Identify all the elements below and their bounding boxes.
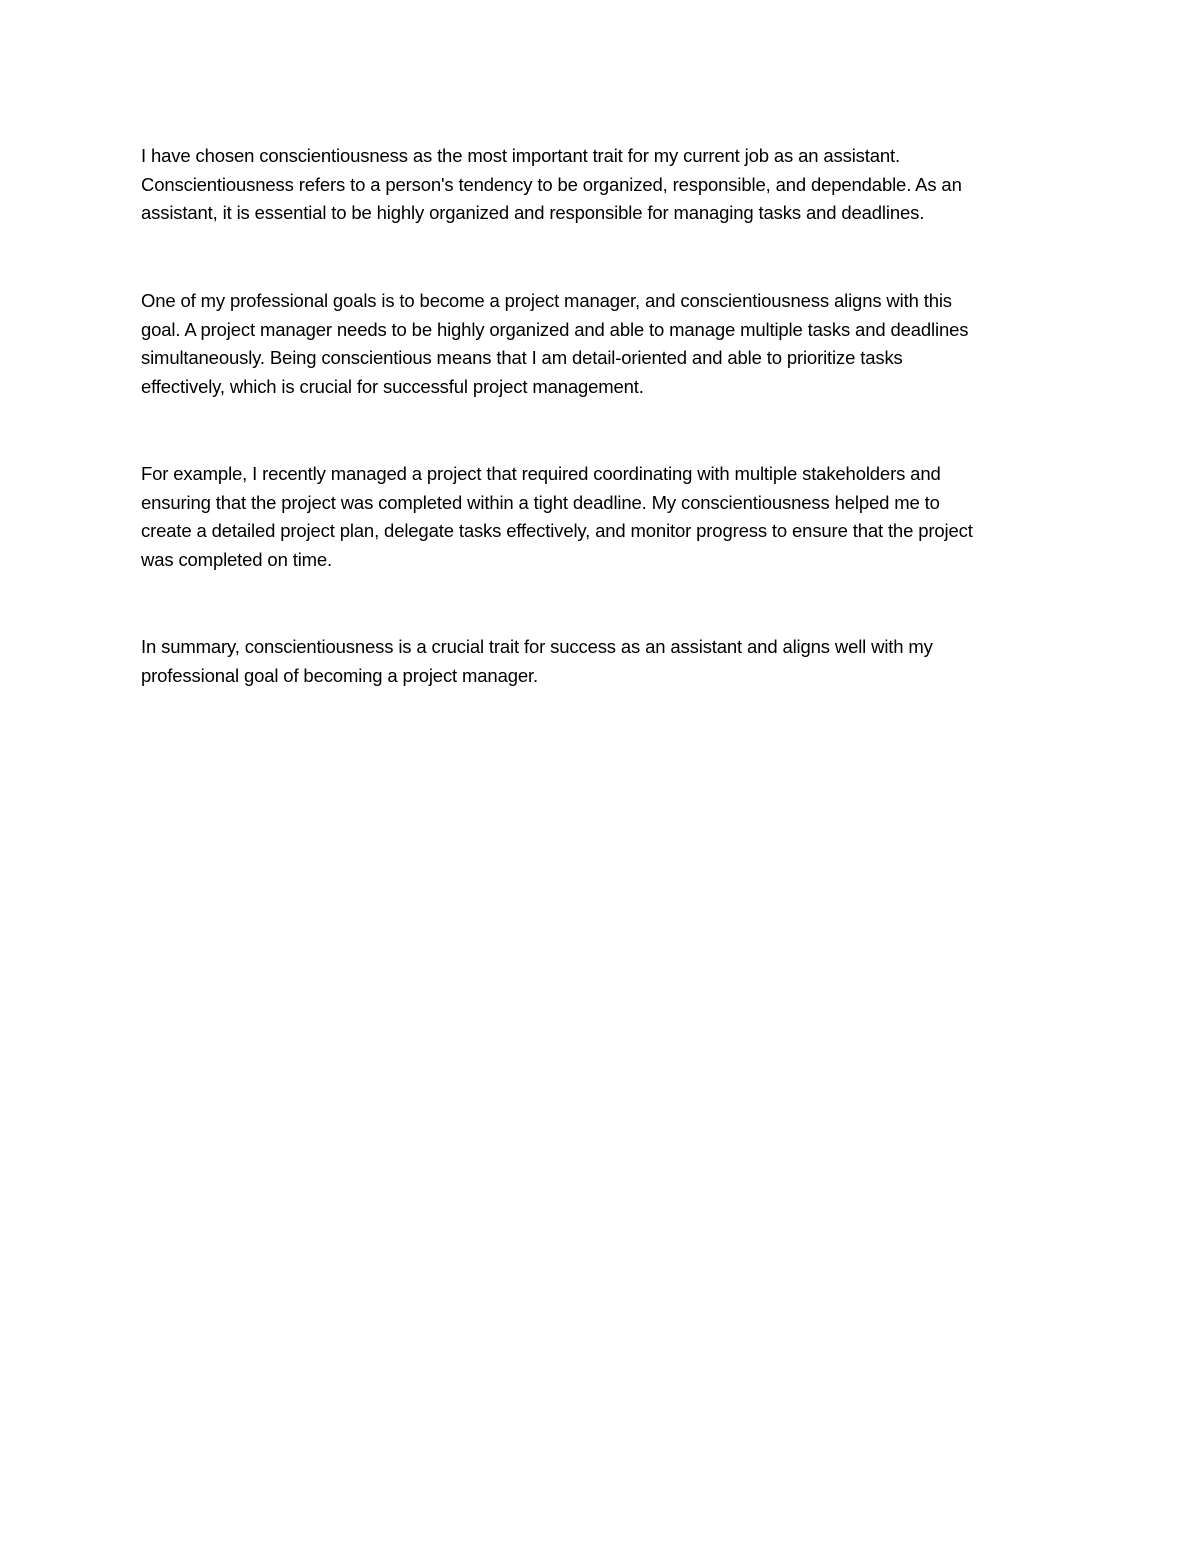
text-line: One of my professional goals is to become a project manager, and conscientiousness aligns with this <box>141 290 952 311</box>
text-line: For example, I recently managed a project that required coordinating with multiple stakeholders and <box>141 463 941 484</box>
paragraph-example <box>141 460 973 574</box>
text-line: effectively, which is crucial for successful project management. <box>141 375 644 397</box>
text-line: goal. A project manager needs to be highly organized and able to manage multiple tasks and deadlines <box>141 318 969 340</box>
text-line: Conscientiousness refers to a person's tendency to be organized, responsible, and dependable. As an <box>141 173 962 195</box>
text-line: create a detailed project plan, delegate tasks effectively, and monitor progress to ensure that the project <box>141 520 973 542</box>
text-line: In summary, conscientiousness is a crucial trait for success as an assistant and aligns well with my <box>141 636 933 657</box>
paragraph-trait-choice <box>141 142 962 228</box>
text-line: was completed on time. <box>141 548 333 570</box>
text-line: I have chosen conscientiousness as the most important trait for my current job as an assistant. <box>141 145 901 166</box>
text-line: ensuring that the project was completed within a tight deadline. My conscientiousness helped me to <box>141 491 940 513</box>
paragraph-professional-goal <box>141 287 968 401</box>
text-line: simultaneously. Being conscientious means that I am detail-oriented and able to prioritize tasks <box>141 347 903 369</box>
paragraph-summary <box>141 633 933 690</box>
text-line: professional goal of becoming a project manager. <box>141 664 538 686</box>
text-line: assistant, it is essential to be highly organized and responsible for managing tasks and deadlines. <box>141 202 925 224</box>
